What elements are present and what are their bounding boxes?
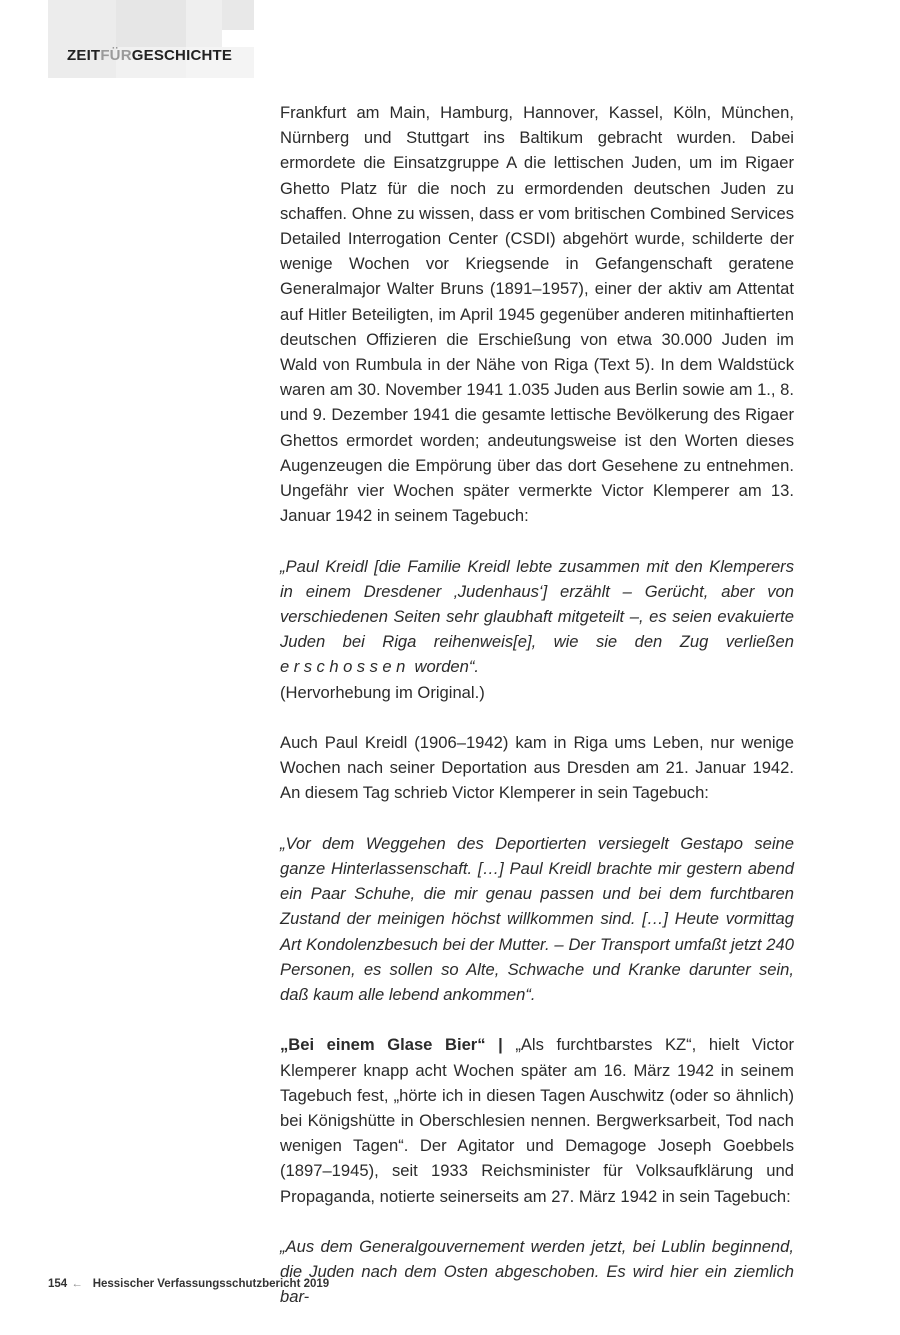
article-body — [280, 100, 794, 1335]
quote-klemperer-1 — [280, 554, 794, 705]
page-footer — [48, 1278, 329, 1290]
page-number: 154 — [48, 1278, 68, 1290]
paragraph-3 — [280, 1032, 794, 1208]
back-arrow-icon: ← — [71, 1278, 83, 1290]
subheading-glase-bier: „Bei einem Glase Bier“ | — [280, 1035, 503, 1055]
quote-1-text: „Paul Kreidl [die Familie Kreidl lebte zusammen mit den Klemperers in einem Dresdener ‚Judenhaus‘] erzählt – Gerücht, aber von verschiedenen Seiten sehr glaubhaft mitgeteilt –, es seien evakuierte Juden bei Riga reihenweis[e], wie sie den Zug verließen — [280, 556, 794, 652]
brand-part-fuer: FÜR — [100, 47, 132, 64]
publication-title: Hessischer Verfassungsschutzbericht 2019 — [92, 1278, 330, 1290]
quote-klemperer-2: „Vor dem Weggehen des Deportierten versiegelt Gestapo seine ganze Hinterlassenschaft. […] Paul Kreidl brachte mir gestern abend ein Paar Schuhe, die mir genau passen und bei dem furchtbaren Zustand der meinigen höchst willkommen sind. […] Heute vormittag Art Kondolenzbesuch bei der Mutter. – Der Transport umfaßt jetzt 240 Personen, es sollen so Alte, Schwache und Kranke darunter sein, daß kaum alle lebend ankommen“. — [280, 833, 794, 1005]
brand-part-geschichte: GESCHICHTE — [131, 47, 233, 64]
quote-1-note: (Hervorhebung im Original.) — [280, 682, 485, 702]
quote-goebbels: „Aus dem Generalgouvernement werden jetzt, bei Lublin beginnend, die Juden nach dem Osten abgeschoben. Es wird hier ein ziemlich bar- — [280, 1237, 794, 1307]
paragraph-3-text: „Als furchtbarstes KZ“, hielt Victor Klemperer knapp acht Wochen später am 16. März 1942 in seinem Tagebuch fest, „hörte ich in diesen Tagen Auschwitz (oder so ähnlich) bei Königshütte in Oberschlesien nennen. Bergwerksarbeit, Tod nach wenigen Tagen“. Der Agitator und Demagoge Joseph Goebbels (1897–1945), seit 1933 Reichsminister für Volksaufklärung und Propaganda, notierte seinerseits am 27. März 1942 in sein Tagebuch: — [280, 1035, 794, 1206]
section-title — [67, 47, 232, 64]
quote-1-emphasis: erschossen — [280, 657, 410, 677]
paragraph-2: Auch Paul Kreidl (1906–1942) kam in Riga ums Leben, nur wenige Wochen nach seiner Deportation aus Dresden am 21. Januar 1942. An diesem Tag schrieb Victor Klemperer in sein Tagebuch: — [280, 733, 794, 803]
quote-1-end: worden“. — [409, 657, 480, 677]
brand-part-zeit: ZEIT — [67, 47, 101, 64]
paragraph-1: Frankfurt am Main, Hamburg, Hannover, Kassel, Köln, München, Nürnberg und Stuttgart ins Baltikum gebracht wurden. Dabei ermordete die Einsatzgruppe A die lettischen Juden, um im Rigaer Ghetto Platz für die noch zu ermordenden deutschen Juden zu schaffen. Ohne zu wissen, dass er vom britischen Combined Services Detailed Interrogation Center (CSDI) abgehört wurde, schilderte der wenige Wochen vor Kriegsende in Gefangenschaft geratene Generalmajor Walter Bruns (1891–1957), einer der aktiv am Attentat auf Hitler Beteiligten, im April 1945 gegenüber anderen mitinhaftierten deutschen Offizieren die Erschießung von etwa 30.000 Juden im Wald von Rumbula in der Nähe von Riga (Text 5). In dem Waldstück waren am 30. November 1941 1.035 Juden aus Berlin sowie am 1., 8. und 9. Dezember 1941 die gesamte lettische Bevölkerung des Rigaer Ghettos ermordet worden; andeutungsweise ist den Worten dieses Augenzeugen die Empörung über das dort Gesehene zu entnehmen. Ungefähr vier Wochen später vermerkte Victor Klemperer am 13. Januar 1942 in seinem Tagebuch: — [280, 103, 794, 526]
